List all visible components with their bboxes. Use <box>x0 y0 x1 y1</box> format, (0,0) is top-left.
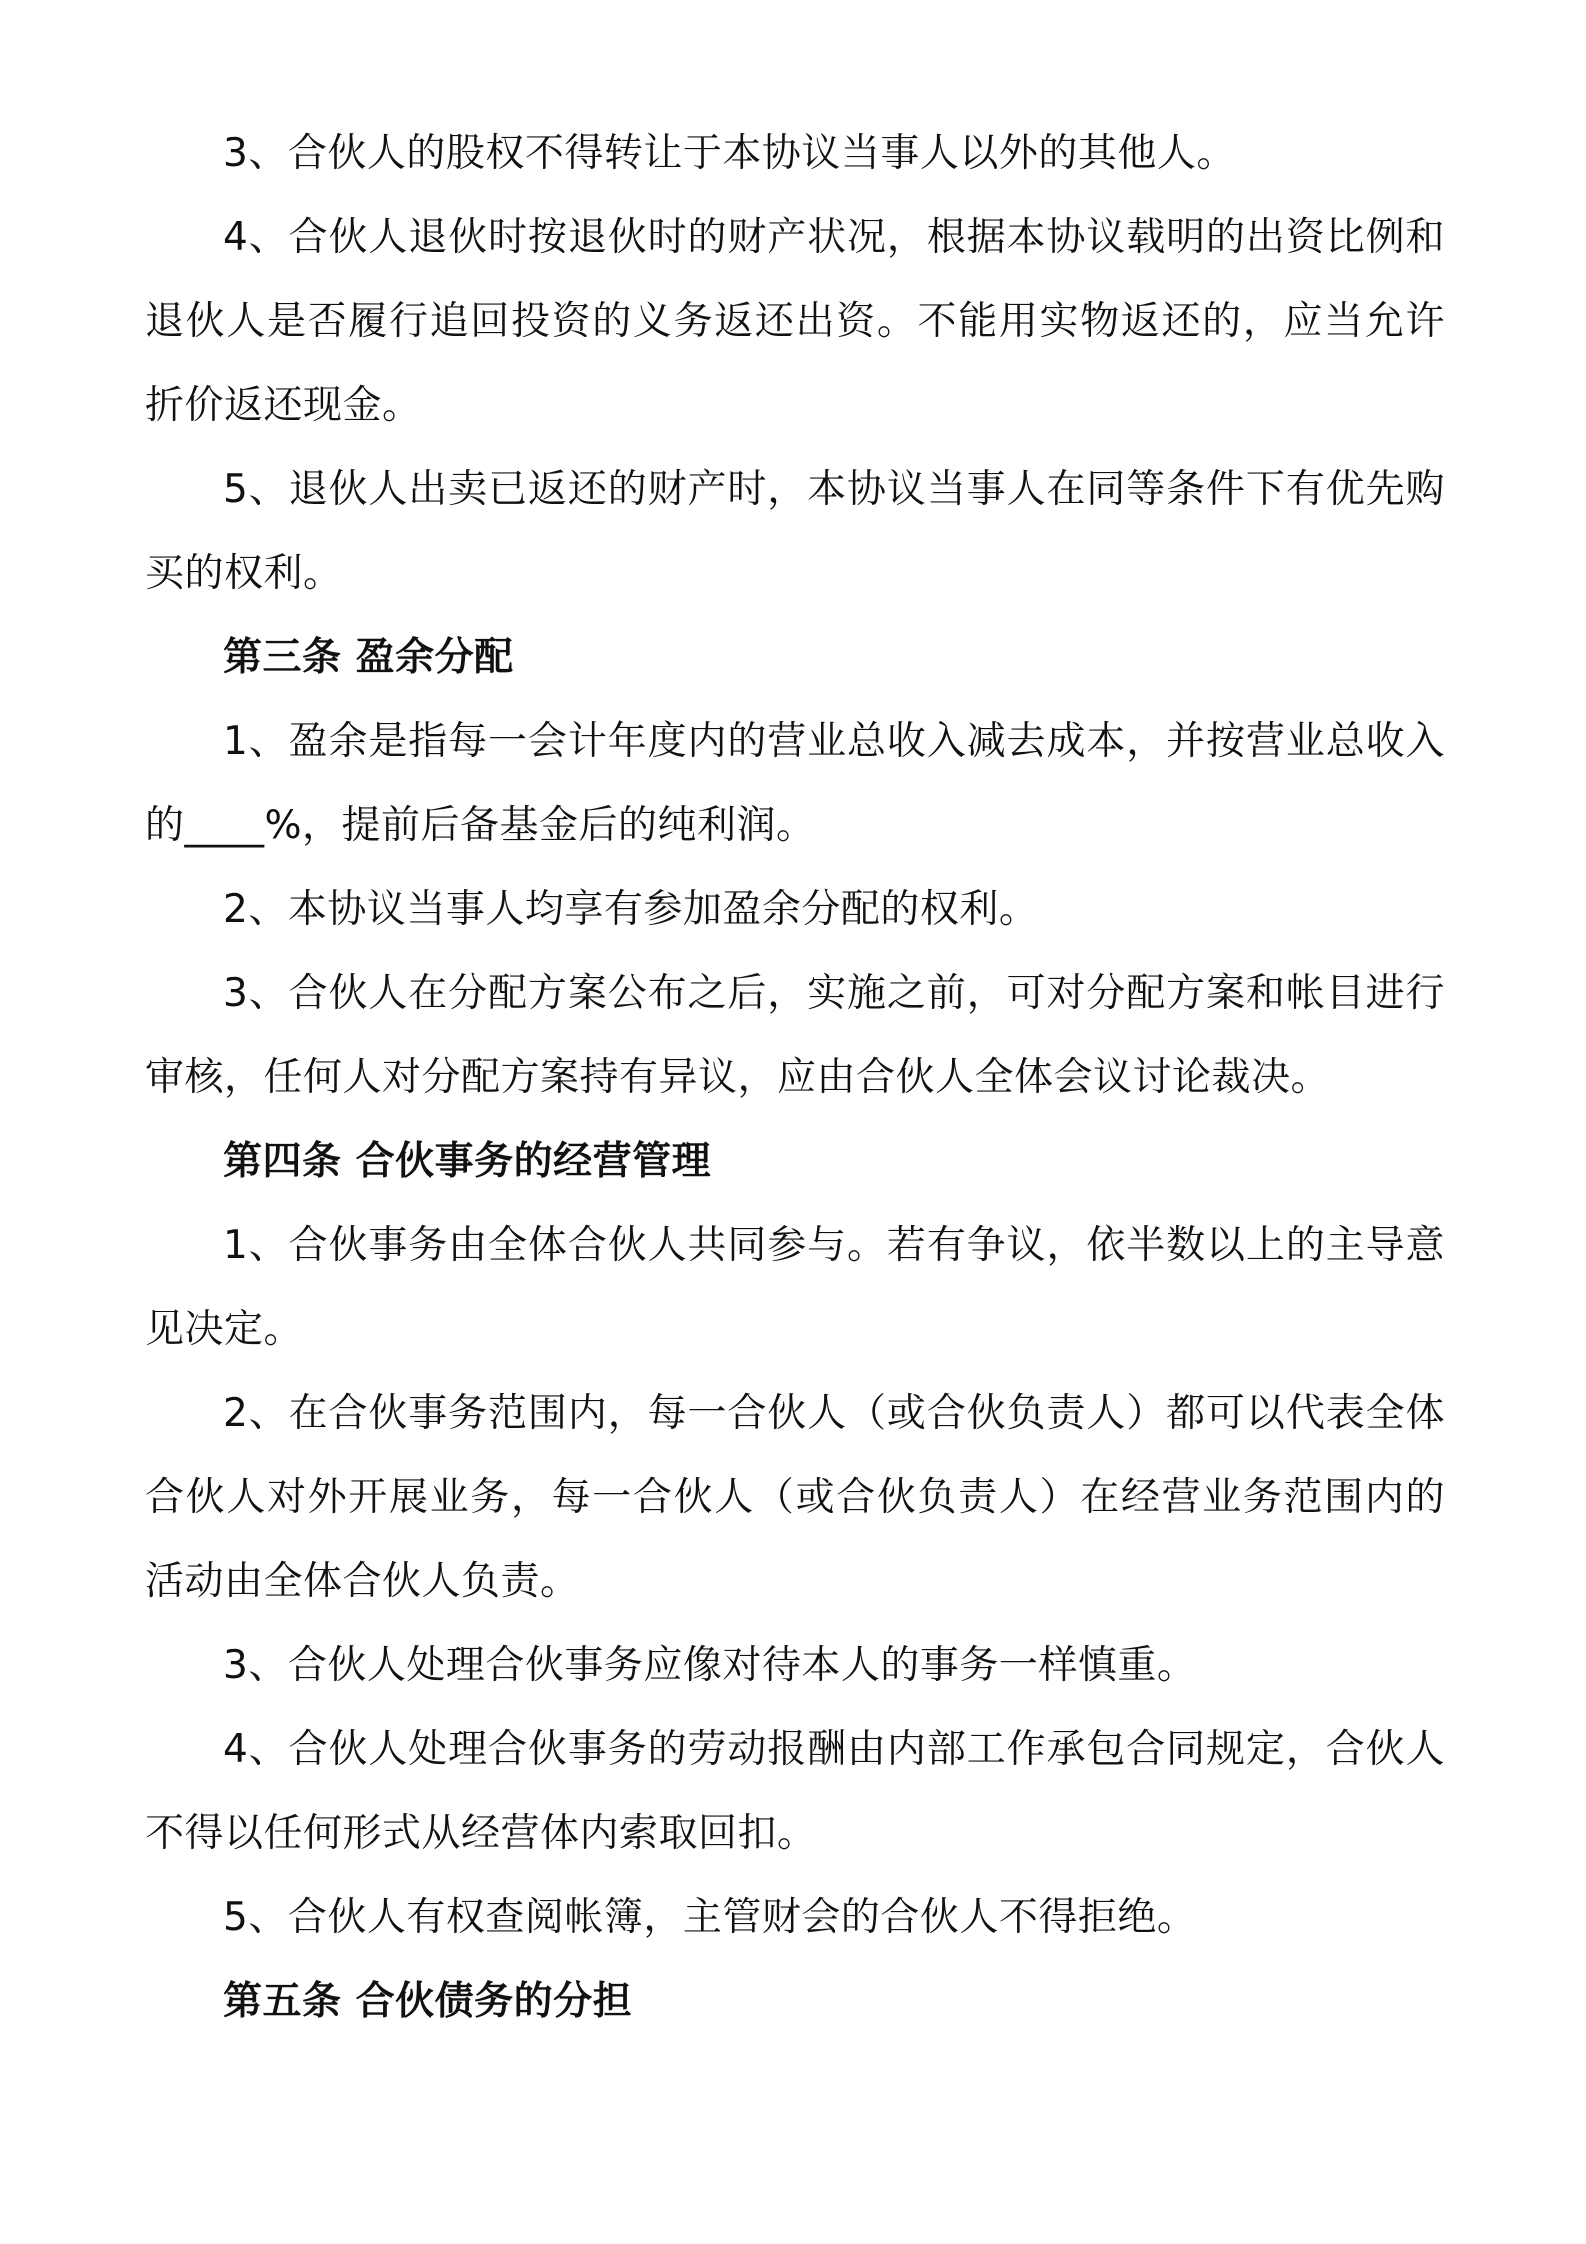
clause-4-item-2: 2、在合伙事务范围内，每一合伙人（或合伙负责人）都可以代表全体合伙人对外开展业务，每一合伙人（或合伙负责人）在经营业务范围内的活动由全体合伙人负责。 <box>145 1391 1445 1604</box>
clause-2-item-5: 5、退伙人出卖已返还的财产时，本协议当事人在同等条件下有优先购买的权利。 <box>145 467 1445 596</box>
article-5-heading: 第五条 合伙债务的分担 <box>223 1979 633 2024</box>
clause-4-item-5: 5、合伙人有权查阅帐簿，主管财会的合伙人不得拒绝。 <box>223 1895 1197 1940</box>
clause-4-item-1: 1、合伙事务由全体合伙人共同参与。若有争议，依半数以上的主导意见决定。 <box>145 1223 1445 1352</box>
clause-4-item-4: 4、合伙人处理合伙事务的劳动报酬由内部工作承包合同规定，合伙人不得以任何形式从经营体内索取回扣。 <box>145 1727 1445 1856</box>
article-3-heading: 第三条 盈余分配 <box>223 635 514 680</box>
clause-2-item-3: 3、合伙人的股权不得转让于本协议当事人以外的其他人。 <box>223 131 1236 176</box>
clause-3-item-3: 3、合伙人在分配方案公布之后，实施之前，可对分配方案和帐目进行审核，任何人对分配方案持有异议，应由合伙人全体会议讨论裁决。 <box>145 971 1445 1100</box>
document-body <box>145 112 1445 2044</box>
article-4-heading: 第四条 合伙事务的经营管理 <box>223 1139 712 1184</box>
clause-3-item-1: 1、盈余是指每一会计年度内的营业总收入减去成本，并按营业总收入的____%，提前后备基金后的纯利润。 <box>145 719 1445 848</box>
clause-4-item-3: 3、合伙人处理合伙事务应像对待本人的事务一样慎重。 <box>223 1643 1197 1688</box>
clause-2-item-4: 4、合伙人退伙时按退伙时的财产状况，根据本协议载明的出资比例和退伙人是否履行追回投资的义务返还出资。不能用实物返还的，应当允许折价返还现金。 <box>145 215 1445 428</box>
clause-3-item-2: 2、本协议当事人均享有参加盈余分配的权利。 <box>223 887 1039 932</box>
